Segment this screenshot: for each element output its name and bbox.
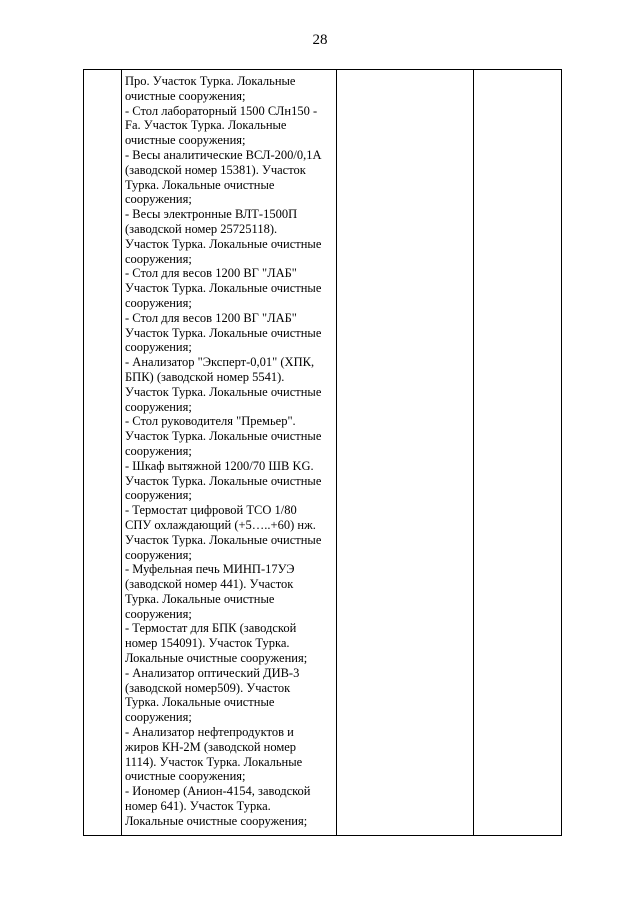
table-cell-4 <box>474 70 562 836</box>
cell-2-line: Участок Турка. Локальные очистные <box>125 532 322 547</box>
cell-2-line: Турка. Локальные очистные <box>125 591 275 606</box>
cell-2-line: - Стол руководителя "Премьер". <box>125 414 296 429</box>
document-table <box>83 69 562 836</box>
cell-2-line: Участок Турка. Локальные очистные <box>125 384 322 399</box>
cell-2-line: Локальные очистные сооружения; <box>125 813 308 828</box>
cell-2-line: номер 641). Участок Турка. <box>125 799 271 814</box>
cell-2-line: - Муфельная печь МИНП-17УЭ <box>125 562 295 577</box>
cell-2-line: - Весы аналитические ВСЛ-200/0,1А <box>125 147 322 162</box>
cell-2-line: очистные сооружения; <box>125 133 246 148</box>
cell-1-text <box>84 70 121 74</box>
table-cell-3 <box>337 70 474 836</box>
cell-2-line: Участок Турка. Локальные очистные <box>125 473 322 488</box>
cell-2-line: (заводской номер 25725118). <box>125 221 278 236</box>
cell-2-line: (заводской номер 441). Участок <box>125 577 294 592</box>
cell-2-line: - Весы электронные ВЛТ-1500П <box>125 207 298 222</box>
cell-2-line: Участок Турка. Локальные очистные <box>125 281 322 296</box>
cell-2-line: БПК) (заводской номер 5541). <box>125 369 285 384</box>
cell-2-line: сооружения; <box>125 399 192 414</box>
cell-2-line: Участок Турка. Локальные очистные <box>125 236 322 251</box>
cell-2-line: - Стол для весов 1200 ВГ "ЛАБ" <box>125 266 297 281</box>
cell-2-line: сооружения; <box>125 547 192 562</box>
cell-2-line: - Стол лабораторный 1500 СЛн150 - <box>125 103 318 118</box>
table-cell-description <box>122 70 337 836</box>
cell-2-line: сооружения; <box>125 606 192 621</box>
cell-2-line: - Анализатор "Эксперт-0,01" (ХПК, <box>125 355 315 370</box>
cell-2-line: сооружения; <box>125 443 192 458</box>
cell-2-line: - Термостат для БПК (заводской <box>125 621 297 636</box>
cell-2-line: (заводской номер509). Участок <box>125 680 291 695</box>
cell-2-line: - Стол для весов 1200 ВГ "ЛАБ" <box>125 310 297 325</box>
page-number: 28 <box>312 32 328 48</box>
cell-3-text <box>337 70 473 74</box>
cell-2-text <box>122 70 336 829</box>
cell-2-line: сооружения; <box>125 340 192 355</box>
cell-2-line: очистные сооружения; <box>125 88 246 103</box>
cell-2-line: сооружения; <box>125 710 192 725</box>
cell-2-line: сооружения; <box>125 295 192 310</box>
cell-2-line: Турка. Локальные очистные <box>125 695 275 710</box>
cell-2-line: Турка. Локальные очистные <box>125 177 275 192</box>
cell-4-text <box>474 70 561 74</box>
cell-2-line: СПУ охлаждающий (+5…..+60) нж. <box>125 517 316 532</box>
cell-2-line: Локальные очистные сооружения; <box>125 651 308 666</box>
cell-2-line: Участок Турка. Локальные очистные <box>125 429 322 444</box>
cell-2-line: - Шкаф вытяжной 1200/70 ШВ KG. <box>125 458 314 473</box>
cell-2-line: - Термостат цифровой ТСО 1/80 <box>125 503 297 518</box>
cell-2-line: очистные сооружения; <box>125 769 246 784</box>
cell-2-line: 1114). Участок Турка. Локальные <box>125 754 303 769</box>
cell-2-line: - Иономер (Анион-4154, заводской <box>125 784 311 799</box>
cell-2-line: сооружения; <box>125 192 192 207</box>
cell-2-line: номер 154091). Участок Турка. <box>125 636 290 651</box>
cell-2-line: - Анализатор нефтепродуктов и <box>125 725 294 740</box>
cell-2-line: (заводской номер 15381). Участок <box>125 162 306 177</box>
cell-2-line: сооружения; <box>125 488 192 503</box>
cell-2-line: Про. Участок Турка. Локальные <box>125 74 296 88</box>
cell-2-line: сооружения; <box>125 251 192 266</box>
table-cell-number <box>84 70 122 836</box>
cell-2-line: Fa. Участок Турка. Локальные <box>125 118 287 133</box>
cell-2-line: жиров КН-2М (заводской номер <box>125 739 297 754</box>
table-row <box>84 70 562 836</box>
cell-2-line: - Анализатор оптический ДИВ-3 <box>125 665 300 680</box>
cell-2-line: Участок Турка. Локальные очистные <box>125 325 322 340</box>
